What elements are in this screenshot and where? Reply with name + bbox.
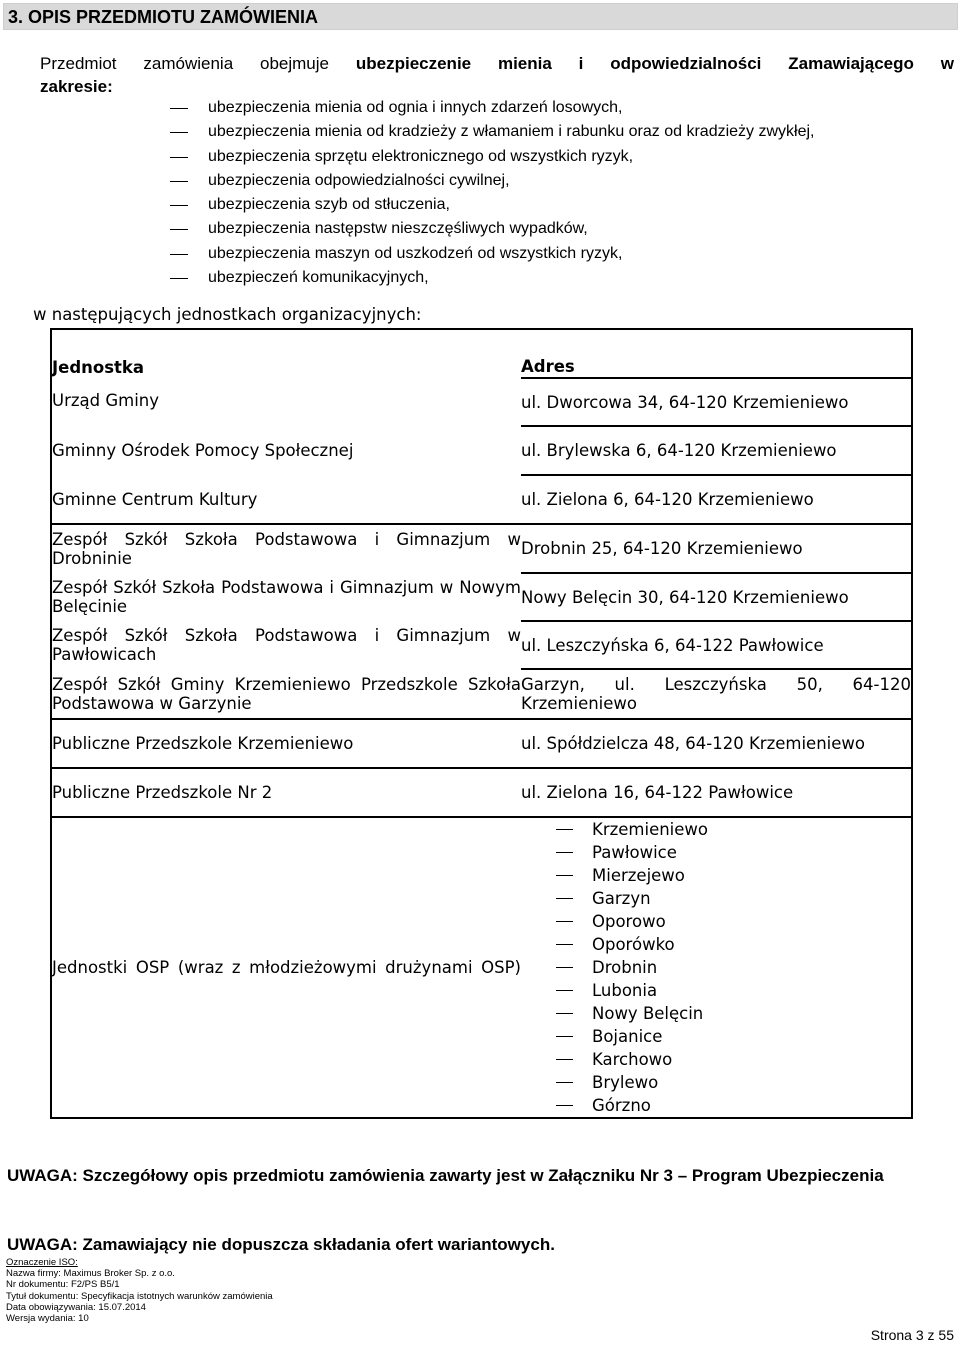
table-row-osp: [51, 817, 912, 1118]
unit-address: ul. Brylewska 6, 64-120 Krzemieniewo: [521, 426, 912, 475]
unit-name: Urząd Gminy: [51, 378, 521, 426]
scope-item-text: ubezpieczeń komunikacyjnych,: [208, 269, 429, 287]
dash-icon: [556, 1105, 573, 1106]
scope-item-text: ubezpieczenia następstw nieszczęśliwych wypadków,: [208, 220, 588, 238]
note-variants: UWAGA: Zamawiający nie dopuszcza składania ofert wariantowych.: [7, 1235, 555, 1254]
osp-location: Mierzejewo: [556, 864, 911, 887]
table-row: [51, 768, 912, 817]
dash-icon: [170, 205, 188, 206]
osp-location: Brylewo: [556, 1071, 911, 1094]
scope-item: [170, 120, 950, 144]
dash-icon: [170, 132, 188, 133]
table-row: [51, 475, 912, 524]
scope-item: [170, 145, 950, 169]
osp-location-list: [556, 818, 911, 1117]
dash-icon: [556, 944, 573, 945]
scope-item: [170, 193, 950, 217]
unit-name: Gminny Ośrodek Pomocy Społecznej: [51, 426, 521, 475]
osp-location: Pawłowice: [556, 841, 911, 864]
osp-location: Drobnin: [556, 956, 911, 979]
osp-locations: [521, 817, 912, 1118]
unit-address: Nowy Belęcin 30, 64-120 Krzemieniewo: [521, 573, 912, 621]
dash-icon: [556, 1082, 573, 1083]
osp-name-text: Jednostki OSP (wraz z młodzieżowymi drużynami OSP): [52, 958, 521, 977]
dash-icon: [556, 898, 573, 899]
dash-icon: [170, 157, 188, 158]
unit-address: ul. Spółdzielcza 48, 64-120 Krzemieniewo: [521, 719, 912, 768]
units-label: w następujących jednostkach organizacyjnych:: [33, 305, 422, 324]
osp-location: Karchowo: [556, 1048, 911, 1071]
table-row: [51, 573, 912, 621]
unit-name: Zespół Szkół Szkoła Podstawowa i Gimnazjum w Pawłowicach: [51, 621, 521, 669]
page-number: Strona 3 z 55: [870, 1327, 954, 1343]
unit-address: ul. Dworcowa 34, 64-120 Krzemieniewo: [521, 378, 912, 426]
scope-item: [170, 96, 950, 120]
dash-icon: [556, 829, 573, 830]
table-row: [51, 426, 912, 475]
intro-bold-continuation: zakresie:: [40, 77, 113, 96]
table-row: [51, 524, 912, 573]
scope-list: [170, 96, 950, 290]
osp-unit-name: [51, 817, 521, 1118]
osp-location: Garzyn: [556, 887, 911, 910]
unit-address: ul. Zielona 16, 64-122 Pawłowice: [521, 768, 912, 817]
unit-name: Zespół Szkół Gminy Krzemieniewo Przedszkole Szkoła Podstawowa w Garzynie: [51, 669, 521, 719]
dash-icon: [556, 921, 573, 922]
scope-item: [170, 242, 950, 266]
osp-location: Oporówko: [556, 933, 911, 956]
unit-name: Zespół Szkół Szkoła Podstawowa i Gimnazjum w Nowym Belęcinie: [51, 573, 521, 621]
osp-location: Bojanice: [556, 1025, 911, 1048]
dash-icon: [556, 875, 573, 876]
footer-valid-from: Data obowiązywania: 15.07.2014: [6, 1301, 146, 1313]
unit-name: Publiczne Przedszkole Krzemieniewo: [51, 719, 521, 768]
table-row: [51, 378, 912, 426]
osp-name-wrap: [52, 958, 521, 977]
unit-name: Gminne Centrum Kultury: [51, 475, 521, 524]
dash-icon: [556, 1036, 573, 1037]
note-program: UWAGA: Szczegółowy opis przedmiotu zamówienia zawarty jest w Załączniku Nr 3 – Program Ubezpieczenia: [7, 1166, 884, 1185]
unit-address: Drobnin 25, 64-120 Krzemieniewo: [521, 524, 912, 573]
osp-location: Krzemieniewo: [556, 818, 911, 841]
unit-name: Zespół Szkół Szkoła Podstawowa i Gimnazjum w Drobninie: [51, 524, 521, 573]
dash-icon: [170, 278, 188, 279]
header-unit: Jednostka: [51, 329, 521, 378]
scope-item-text: ubezpieczenia szyb od stłuczenia,: [208, 196, 450, 214]
table-row: [51, 719, 912, 768]
unit-name: Publiczne Przedszkole Nr 2: [51, 768, 521, 817]
header-address: Adres: [521, 329, 912, 378]
section-title: 3. OPIS PRZEDMIOTU ZAMÓWIENIA: [8, 7, 319, 27]
scope-item-text: ubezpieczenia sprzętu elektronicznego od wszystkich ryzyk,: [208, 147, 634, 165]
unit-address: ul. Zielona 6, 64-120 Krzemieniewo: [521, 475, 912, 524]
table-header-row: [51, 329, 912, 378]
table-row: [51, 669, 912, 719]
intro-text: Przedmiot zamówienia obejmuje: [40, 54, 329, 73]
scope-item-text: ubezpieczenia mienia od kradzieży z włamaniem i rabunku oraz od kradzieży zwykłej,: [208, 123, 815, 141]
scope-item: [170, 169, 950, 193]
unit-address: ul. Leszczyńska 6, 64-122 Pawłowice: [521, 621, 912, 669]
footer-doc-title: Tytuł dokumentu: Specyfikacja istotnych warunków zamówienia: [6, 1290, 273, 1302]
scope-item-text: ubezpieczenia odpowiedzialności cywilnej,: [208, 171, 510, 189]
intro-paragraph: [40, 52, 954, 75]
footer-version: Wersja wydania: 10: [6, 1313, 89, 1325]
dash-icon: [170, 254, 188, 255]
dash-icon: [556, 852, 573, 853]
dash-icon: [170, 229, 188, 230]
scope-item-text: ubezpieczenia mienia od ognia i innych zdarzeń losowych,: [208, 99, 623, 116]
dash-icon: [170, 108, 188, 109]
osp-location: Górzno: [556, 1094, 911, 1117]
scope-item-text: ubezpieczenia maszyn od uszkodzeń od wszystkich ryzyk,: [208, 244, 623, 262]
units-table: [50, 328, 913, 1119]
footer-doc-no: Nr dokumentu: F2/PS B5/1: [6, 1279, 120, 1291]
intro-bold-text: ubezpieczenie mienia i odpowiedzialności Zamawiającego w: [355, 54, 954, 73]
dash-icon: [170, 181, 188, 182]
scope-item: [170, 217, 950, 241]
osp-location: Oporowo: [556, 910, 911, 933]
osp-location: Lubonia: [556, 979, 911, 1002]
osp-location: Nowy Belęcin: [556, 1002, 911, 1025]
dash-icon: [556, 1059, 573, 1060]
dash-icon: [556, 990, 573, 991]
table-row: [51, 621, 912, 669]
unit-address: Garzyn, ul. Leszczyńska 50, 64-120 Krzemieniewo: [521, 669, 912, 719]
footer-iso-label: Oznaczenie ISO:: [6, 1257, 78, 1268]
document-footer: [6, 1257, 273, 1324]
dash-icon: [556, 967, 573, 968]
scope-item: [170, 266, 950, 290]
dash-icon: [556, 1013, 573, 1014]
section-heading: [3, 3, 958, 30]
footer-firm: Nazwa firmy: Maximus Broker Sp. z o.o.: [6, 1268, 175, 1280]
